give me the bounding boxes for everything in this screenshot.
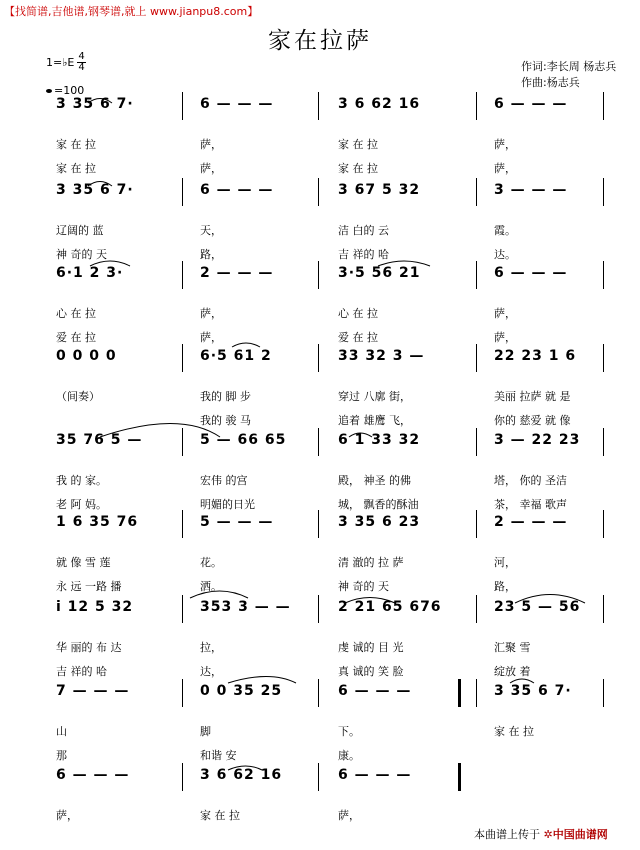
measure-notes: 7 — — — (56, 683, 130, 699)
lyric-verse-1: 家 在 拉 (494, 725, 534, 738)
lyric-verse-1: 家 在 拉 (200, 809, 240, 822)
measure-notes: 0 0 35 25 (200, 683, 283, 699)
lyric-verse-2: 神 奇的 天 (56, 248, 107, 261)
measure-notes: 3·5 56 21 (338, 265, 421, 281)
slur (190, 591, 248, 598)
lyric-verse-1: 萨， (494, 138, 516, 151)
measure-notes: 353 3 — — (200, 599, 291, 615)
slur (88, 182, 112, 187)
lyric-verse-2: 萨， (494, 331, 516, 344)
measure-notes: 3 35 6 23 (338, 514, 421, 530)
slur (88, 99, 112, 104)
lyric-verse-1: 我 的 家。 (56, 474, 107, 487)
lyric-verse-1: 脚 (200, 725, 211, 738)
lyric-verse-1: 家 在 拉 (338, 138, 378, 151)
slur (349, 433, 372, 437)
measure-notes: 6 — — — (200, 96, 274, 112)
lyric-verse-1: 宏伟 的宫 (200, 474, 248, 487)
measure-notes: 33 32 3 — (338, 348, 425, 364)
measure-notes: 3 6 62 16 (338, 96, 421, 112)
lyric-verse-2: 爱 在 拉 (56, 331, 96, 344)
lyric-verse-2: 城， 飘香的酥油 (338, 498, 419, 511)
lyric-verse-1: 心 在 拉 (338, 307, 378, 320)
slur (232, 343, 260, 347)
tempo-value: =100 (54, 84, 85, 97)
measure-notes: 6 — — — (494, 96, 568, 112)
lyric-verse-2: 洒。 (200, 580, 222, 593)
lyric-verse-2: 家 在 拉 (338, 162, 378, 175)
lyric-verse-2: 达， (200, 665, 222, 678)
measure-notes: 23 5 — 56 (494, 599, 581, 615)
lyric-verse-1: 心 在 拉 (56, 307, 96, 320)
measure-notes: i 12 5 32 (56, 599, 134, 615)
lyric-verse-1: 洁 白的 云 (338, 224, 389, 237)
measure-notes: 3 — — — (494, 182, 568, 198)
lyric-verse-1: 天， (200, 224, 222, 237)
measure-notes: 3 35 6 7· (56, 182, 134, 198)
slur (228, 766, 262, 770)
measure-notes: 6 — — — (338, 683, 412, 699)
measure-notes: 3 — 22 23 (494, 432, 581, 448)
lyric-verse-1: 穿过 八廓 街， (338, 390, 411, 403)
lyric-verse-2: 吉 祥的 哈 (338, 248, 389, 261)
lyric-verse-2: 追着 雄鹰 飞， (338, 414, 411, 427)
measure-notes: 2 — — — (200, 265, 274, 281)
lyric-verse-2: 绽放 着 (494, 665, 531, 678)
lyric-verse-1: 美丽 拉萨 就 是 (494, 390, 571, 403)
lyric-verse-2: 真 诚的 笑 脸 (338, 665, 404, 678)
measure-notes: 3 67 5 32 (338, 182, 421, 198)
measure-notes: 35 76 5 — (56, 432, 143, 448)
measure-notes: 6 — — — (494, 265, 568, 281)
measure-notes: 6 — — — (338, 767, 412, 783)
lyric-verse-1: 就 像 雪 莲 (56, 556, 111, 569)
lyric-verse-1: 我的 脚 步 (200, 390, 251, 403)
slur (90, 261, 130, 266)
lyric-verse-2: 老 阿 妈。 (56, 498, 107, 511)
time-signature-top: 4 (78, 51, 85, 62)
lyric-verse-2: 那 (56, 749, 67, 762)
measure-notes: 3 6 62 16 (200, 767, 283, 783)
measure-notes: 2 — — — (494, 514, 568, 530)
measure-notes: 6 — — — (200, 182, 274, 198)
lyric-verse-2: 康。 (338, 749, 360, 762)
measure-notes: 6 — — — (56, 767, 130, 783)
lyric-verse-2: 茶， 幸福 歌声 (494, 498, 567, 511)
song-title: 家在拉萨 (268, 28, 372, 54)
measure-notes: 22 23 1 6 (494, 348, 577, 364)
site-logo[interactable]: ✲中国曲谱网 (543, 828, 608, 841)
lyric-verse-2: 萨， (494, 162, 516, 175)
lyric-verse-1: 华 丽的 布 达 (56, 641, 122, 654)
lyric-verse-2: 爱 在 拉 (338, 331, 378, 344)
lyric-verse-1: 山 (56, 725, 67, 738)
lyric-verse-1: 拉， (200, 641, 222, 654)
composer-credit: 作曲:杨志兵 (521, 76, 580, 89)
lyric-verse-1: 下。 (338, 725, 360, 738)
lyric-verse-1: 萨， (56, 809, 78, 822)
lyric-verse-2: 路， (200, 248, 222, 261)
lyric-verse-2: 我的 骏 马 (200, 414, 251, 427)
measure-notes: 6·1 2 3· (56, 265, 124, 281)
lyric-verse-1: 花。 (200, 556, 222, 569)
lyric-verse-2: 萨， (200, 331, 222, 344)
lyric-verse-2: 明媚的日光 (200, 498, 255, 511)
slur (510, 679, 534, 683)
footer-text: 本曲谱上传于 (474, 828, 540, 841)
lyric-verse-1: 辽阔的 蓝 (56, 224, 104, 237)
lyric-verse-1: 家 在 拉 (56, 138, 96, 151)
measure-notes: 5 — — — (200, 514, 274, 530)
lyric-verse-1: 萨， (338, 809, 360, 822)
measure-notes: 0 0 0 0 (56, 348, 117, 364)
measure-notes: 3 35 6 7· (494, 683, 572, 699)
time-signature-bottom: 4 (78, 62, 85, 73)
lyric-verse-1: （间奏） (56, 390, 100, 403)
lyric-verse-2: 吉 祥的 哈 (56, 665, 107, 678)
lyricist-credit: 作词:李长周 杨志兵 (521, 60, 617, 73)
measure-notes: 5 — 66 65 (200, 432, 287, 448)
lyric-verse-1: 萨， (200, 307, 222, 320)
slur (378, 261, 430, 266)
lyric-verse-2: 永 远 一路 播 (56, 580, 122, 593)
lyric-verse-1: 殿， 神圣 的佛 (338, 474, 411, 487)
lyric-verse-1: 汇聚 雪 (494, 641, 531, 654)
lyric-verse-1: 虔 诚的 目 光 (338, 641, 404, 654)
lyric-verse-2: 你的 慈爱 就 像 (494, 414, 571, 427)
measure-notes: 3 35 6 7· (56, 96, 134, 112)
measure-notes: 2 21 65 676 (338, 599, 442, 615)
measure-notes: 6·5 61 2 (200, 348, 272, 364)
lyric-verse-1: 萨， (200, 138, 222, 151)
slur (228, 677, 296, 684)
lyric-verse-2: 和谐 安 (200, 749, 237, 762)
lyric-verse-2: 达。 (494, 248, 516, 261)
measure-notes: 6 1 33 32 (338, 432, 421, 448)
slur (345, 598, 395, 604)
ad-banner[interactable]: 【找简谱,吉他谱,钢琴谱,就上 www.jianpu8.com】 (4, 5, 259, 18)
lyric-verse-1: 河， (494, 556, 516, 569)
lyric-verse-1: 霞。 (494, 224, 516, 237)
measure-notes: 1 6 35 76 (56, 514, 139, 530)
key-signature: 1=♭E (46, 56, 75, 69)
slur (100, 424, 220, 438)
footer (474, 826, 608, 842)
lyric-verse-2: 萨， (200, 162, 222, 175)
lyric-verse-2: 路， (494, 580, 516, 593)
lyric-verse-2: 神 奇的 天 (338, 580, 389, 593)
lyric-verse-1: 塔， 你的 圣洁 (494, 474, 567, 487)
lyric-verse-2: 家 在 拉 (56, 162, 96, 175)
lyric-verse-1: 清 澈的 拉 萨 (338, 556, 404, 569)
slur (515, 595, 585, 604)
lyric-verse-1: 萨， (494, 307, 516, 320)
